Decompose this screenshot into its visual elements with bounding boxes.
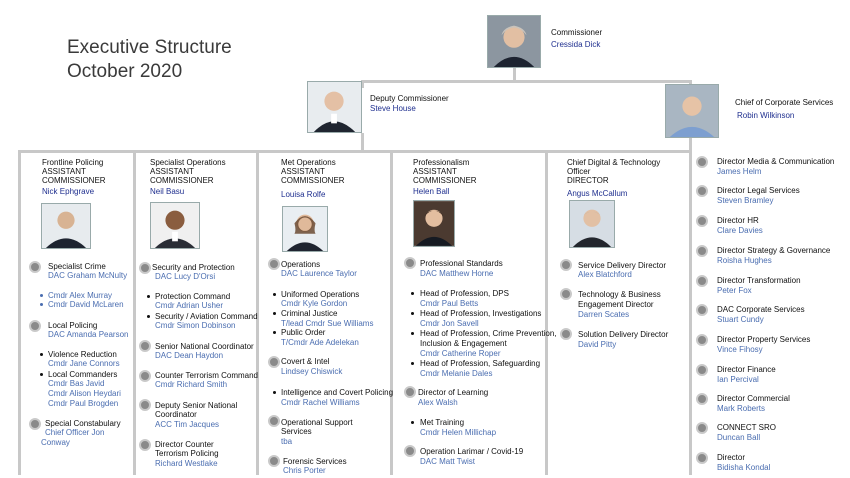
col3-item-2: Uniformed Operations [281,290,360,299]
col1-item-4-sub: DAC Amanda Pearson [48,330,129,339]
col3-dot-4 [273,331,276,334]
col5-bullet-1 [560,259,572,271]
col3-dot-2 [273,293,276,296]
corp-bullet-5 [696,275,708,287]
corporate-photo [665,84,719,138]
commissioner-photo [487,15,541,68]
col4-item-8: Operation Larimar / Covid-19 [420,447,524,456]
col5-bullet-3 [560,328,572,340]
col5-head-2: DIRECTOR [567,176,609,185]
connector-deputy-down [361,133,364,151]
col2-item-1: Security and Protection [152,263,235,272]
col5-item-3: Solution Delivery Director [578,330,669,339]
col4-item-7: Met Training [420,418,465,427]
col2-dot-3 [147,315,150,318]
col2-item-7-l2: Terrorism Policing [155,449,219,458]
col4-head: Professionalism [413,158,470,167]
col2-item-6-sub: ACC Tim Jacques [155,420,220,429]
col2-item-2-sub: Cmdr Adrian Usher [155,301,224,310]
col1-item-2: Cmdr Alex Murray [48,291,113,300]
col1-item-7: Special Constabulary [45,419,121,428]
col1-item-6-sub2: Cmdr Alison Heydari [48,389,121,398]
col1-item-3: Cmdr David McLaren [48,300,124,309]
col3-item-6: Intelligence and Covert Policing [281,388,394,397]
title-line-1: Executive Structure [67,37,232,58]
deputy-name: Steve House [370,104,416,113]
col1-dot-2 [40,294,43,297]
col5-photo [569,200,615,248]
col4-dot-3 [411,312,414,315]
col4-item-3: Head of Profession, Investigations [420,309,542,318]
corp-item-5-sub: Peter Fox [717,286,752,295]
col4-item-1: Professional Standards [420,259,503,268]
col3-item-1: Operations [281,260,321,269]
corp-bullet-4 [696,245,708,257]
col1-dot-5 [40,353,43,356]
corp-bullet-3 [696,215,708,227]
col3-item-8-sub: Chris Porter [283,466,326,475]
col5-head: Chief Digital & Technology [567,158,661,167]
col1-item-1: Specialist Crime [48,262,106,271]
col3-item-4-sub: T/Cmdr Ade Adelekan [281,338,359,347]
page-title [67,36,232,84]
col3-item-2-sub: Cmdr Kyle Gordon [281,299,348,308]
col3-item-5: Covert & Intel [281,357,330,366]
corp-item-10-sub: Duncan Ball [717,433,761,442]
corp-item-7: Director Property Services [717,335,811,344]
col1-item-4: Local Policing [48,321,98,330]
col4-head-3: COMMISSIONER [413,176,477,185]
corp-bullet-7 [696,334,708,346]
col2-item-7-sub: Richard Westlake [155,459,218,468]
col5-item-3-sub: David Pitty [578,340,617,349]
col4-item-6-sub: Alex Walsh [418,398,458,407]
corp-bullet-10 [696,422,708,434]
col2-bullet-7 [139,439,151,451]
corp-item-1: Director Media & Communication [717,157,835,166]
connector-top [361,80,691,83]
corp-item-3-sub: Clare Davies [717,226,763,235]
corp-item-9-sub: Mark Roberts [717,404,766,413]
col1-item-5-sub: Cmdr Jane Connors [48,359,120,368]
col4-item-4-l1: Head of Profession, Crime Prevention, [420,329,557,338]
corp-bullet-9 [696,393,708,405]
col1-bullet-1 [29,261,41,273]
col5-item-1: Service Delivery Director [578,261,667,270]
commissioner-role: Commissioner [551,28,603,37]
col4-bullet-8 [404,445,416,457]
col1-head-2: ASSISTANT [42,167,86,176]
col1-bullet-4 [29,320,41,332]
col5-item-2-l1: Technology & Business [578,290,661,299]
col2-item-5: Counter Terrorism Command [155,371,258,380]
col2-item-6-l2: Coordinator [155,410,197,419]
col4-item-3-sub: Cmdr Jon Savell [420,319,479,328]
corp-item-4: Director Strategy & Governance [717,246,831,255]
col5-bullet-2 [560,288,572,300]
col1-photo [41,203,91,249]
col4-item-2: Head of Profession, DPS [420,289,509,298]
corp-item-10: CONNECT SRO [717,423,776,432]
col5-head-1b: Officer [567,167,591,176]
col5-item-2-l2: Engagement Director [578,300,654,309]
col-line-1 [18,150,21,475]
col3-item-1-sub: DAC Laurence Taylor [281,269,357,278]
corp-bullet-2 [696,185,708,197]
col5-item-2-sub: Darren Scates [578,310,630,319]
corp-item-4-sub: Roisha Hughes [717,256,772,265]
corporate-name: Robin Wilkinson [737,111,795,120]
col-line-5 [545,150,548,475]
col3-head: Met Operations [281,158,336,167]
connector-commissioner [513,68,516,82]
col2-bullet-6 [139,399,151,411]
col4-item-4-l2: Inclusion & Engagement [420,339,507,348]
col4-dot-2 [411,292,414,295]
corp-bullet-8 [696,364,708,376]
col2-item-4-sub: DAC Dean Haydon [155,351,224,360]
corp-item-11: Director [717,453,746,462]
col4-item-7-sub: Cmdr Helen Millichap [420,428,497,437]
commissioner-name: Cressida Dick [551,40,601,49]
col3-name: Louisa Rolfe [281,190,326,199]
corp-bullet-1 [696,156,708,168]
col3-item-7-sub: tba [281,437,293,446]
corp-item-6-sub: Stuart Cundy [717,315,764,324]
col1-item-6: Local Commanders [48,370,118,379]
col5-item-1-sub: Alex Blatchford [578,270,632,279]
col3-item-5-sub: Lindsey Chiswick [281,367,343,376]
col4-item-8-sub: DAC Matt Twist [420,457,475,466]
col2-item-2: Protection Command [155,292,231,301]
corp-item-11-sub: Bidisha Kondal [717,463,771,472]
col2-item-1-sub: DAC Lucy D'Orsi [155,272,216,281]
col1-bullet-7 [29,418,41,430]
corp-bullet-11 [696,452,708,464]
col2-head: Specialist Operations [150,158,226,167]
corp-item-8: Director Finance [717,365,776,374]
corp-item-1-sub: James Helm [717,167,762,176]
col4-photo [413,200,455,247]
corp-item-7-sub: Vince Fihosy [717,345,763,354]
col4-item-5-sub: Cmdr Melanie Dales [420,369,493,378]
corp-item-8-sub: Ian Percival [717,375,759,384]
col2-name: Neil Basu [150,187,185,196]
corp-item-9: Director Commercial [717,394,790,403]
corp-item-6: DAC Corporate Services [717,305,805,314]
col4-dot-7 [411,421,414,424]
col3-item-3-sub: T/lead Cmdr Sue Williams [281,319,374,328]
col3-item-4: Public Order [281,328,326,337]
corp-item-5: Director Transformation [717,276,801,285]
col4-item-4-sub: Cmdr Catherine Roper [420,349,501,358]
col3-head-3: COMMISSIONER [281,176,345,185]
col1-dot-3 [40,303,43,306]
deputy-photo [307,81,362,133]
col-line-2 [133,150,136,475]
col2-item-4: Senior National Coordinator [155,342,254,351]
col1-name: Nick Ephgrave [42,187,95,196]
col1-item-7-sub1: Chief Officer Jon [45,428,105,437]
col2-head-3: COMMISSIONER [150,176,214,185]
col3-item-3: Criminal Justice [281,309,338,318]
col3-item-6-sub: Cmdr Rachel Williams [281,398,360,407]
col3-bullet-7 [268,415,280,427]
col4-name: Helen Ball [413,187,450,196]
title-line-2: October 2020 [67,61,183,82]
col2-bullet-1 [139,262,151,274]
corp-item-2-sub: Steven Bramley [717,196,774,205]
col-line-4 [390,150,393,475]
col3-bullet-5 [268,356,280,368]
col5-name: Angus McCallum [567,189,628,198]
col1-head-3: COMMISSIONER [42,176,106,185]
col1-dot-6 [40,373,43,376]
corp-item-3: Director HR [717,216,759,225]
col4-head-2: ASSISTANT [413,167,457,176]
col4-item-2-sub: Cmdr Paul Betts [420,299,479,308]
corp-bullet-6 [696,304,708,316]
col2-bullet-4 [139,340,151,352]
col4-dot-5 [411,362,414,365]
deputy-role: Deputy Commissioner [370,94,449,103]
col2-item-5-sub: Cmdr Richard Smith [155,380,228,389]
col2-head-2: ASSISTANT [150,167,194,176]
col4-bullet-6 [404,386,416,398]
col3-item-8: Forensic Services [283,457,347,466]
col4-bullet-1 [404,257,416,269]
col3-photo [282,206,328,252]
corp-item-2: Director Legal Services [717,186,800,195]
col2-dot-2 [147,295,150,298]
col3-dot-3 [273,312,276,315]
connector-columns [18,150,690,153]
col2-item-3: Security / Aviation Command [155,312,258,321]
col2-bullet-5 [139,370,151,382]
col1-item-6-sub3: Cmdr Paul Brogden [48,399,119,408]
col2-item-6-l1: Deputy Senior National [155,401,238,410]
col4-dot-4 [411,332,414,335]
col3-bullet-8 [268,455,280,467]
col1-item-6-sub1: Cmdr Bas Javid [48,379,105,388]
col4-item-6: Director of Learning [418,388,489,397]
col2-photo [150,202,200,249]
col4-item-1-sub: DAC Matthew Horne [420,269,494,278]
col3-dot-6 [273,391,276,394]
col3-head-2: ASSISTANT [281,167,325,176]
col3-item-7-l2: Services [281,427,312,436]
col1-item-7-sub2: Conway [41,438,70,447]
col1-item-1-sub: DAC Graham McNulty [48,271,128,280]
col1-head: Frontline Policing [42,158,104,167]
col-line-6 [689,138,692,475]
corporate-role: Chief of Corporate Services [735,98,834,107]
col4-item-5: Head of Profession, Safeguarding [420,359,541,368]
col3-bullet-1 [268,258,280,270]
col2-item-7-l1: Director Counter [155,440,214,449]
col2-item-3-sub: Cmdr Simon Dobinson [155,321,236,330]
col1-item-5: Violence Reduction [48,350,117,359]
col3-item-7-l1: Operational Support [281,418,353,427]
